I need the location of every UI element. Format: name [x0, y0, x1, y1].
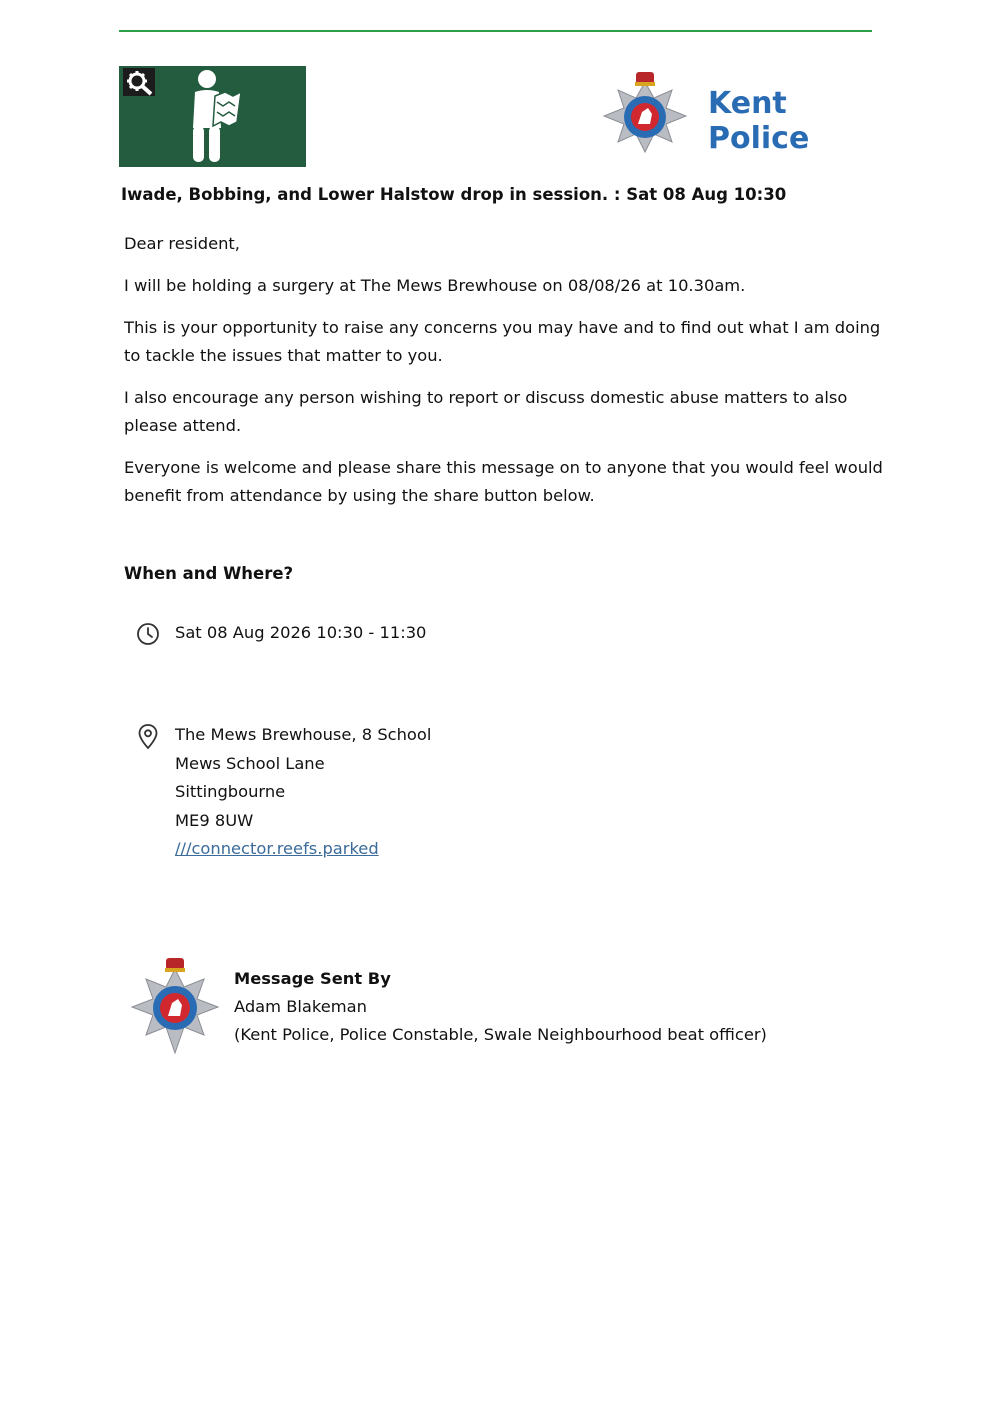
- page-title: Iwade, Bobbing, and Lower Halstow drop in session. : Sat 08 Aug 10:30: [121, 185, 787, 204]
- sender-role: (Kent Police, Police Constable, Swale Neighbourhood beat officer): [234, 1025, 767, 1044]
- what3words-link[interactable]: ///connector.reefs.parked: [175, 839, 379, 858]
- address-line: ME9 8UW: [175, 810, 254, 830]
- address-line: Mews School Lane: [175, 753, 325, 773]
- sender-name: Adam Blakeman: [234, 997, 367, 1016]
- police-badge-icon: [128, 955, 222, 1057]
- kent-police-logo: [590, 68, 840, 168]
- paragraph-opportunity: This is your opportunity to raise any concerns you may have and to find out what I am doing to tackle the issues that matter to you.: [124, 318, 881, 365]
- message-body: [124, 230, 884, 524]
- banner-image: [119, 66, 306, 167]
- event-address: [175, 721, 431, 864]
- paragraph-surgery: I will be holding a surgery at The Mews Brewhouse on 08/08/26 at 10.30am.: [124, 276, 746, 295]
- clock-icon: [136, 622, 160, 650]
- address-line: The Mews Brewhouse, 8 School: [175, 725, 432, 744]
- address-line: Sittingbourne: [175, 782, 286, 801]
- logo-text-police: Police: [708, 121, 810, 156]
- logo-text-kent: Kent: [708, 86, 787, 121]
- event-time: Sat 08 Aug 2026 10:30 - 11:30: [175, 623, 427, 642]
- sender-label: Message Sent By: [234, 969, 391, 988]
- paragraph-domestic-abuse: I also encourage any person wishing to report or discuss domestic abuse matters to also please attend.: [124, 388, 848, 435]
- when-where-heading: When and Where?: [124, 564, 294, 583]
- person-reading-map-icon: [119, 66, 306, 167]
- sender-info: [234, 965, 767, 1049]
- paragraph-welcome: Everyone is welcome and please share this message on to anyone that you would feel would benefit from attendance by using the share button below.: [124, 458, 883, 505]
- location-pin-icon: [138, 724, 158, 754]
- greeting: Dear resident,: [124, 234, 240, 253]
- top-divider: [119, 30, 872, 32]
- police-crest-icon: [590, 68, 700, 168]
- sender-avatar: [128, 955, 222, 1061]
